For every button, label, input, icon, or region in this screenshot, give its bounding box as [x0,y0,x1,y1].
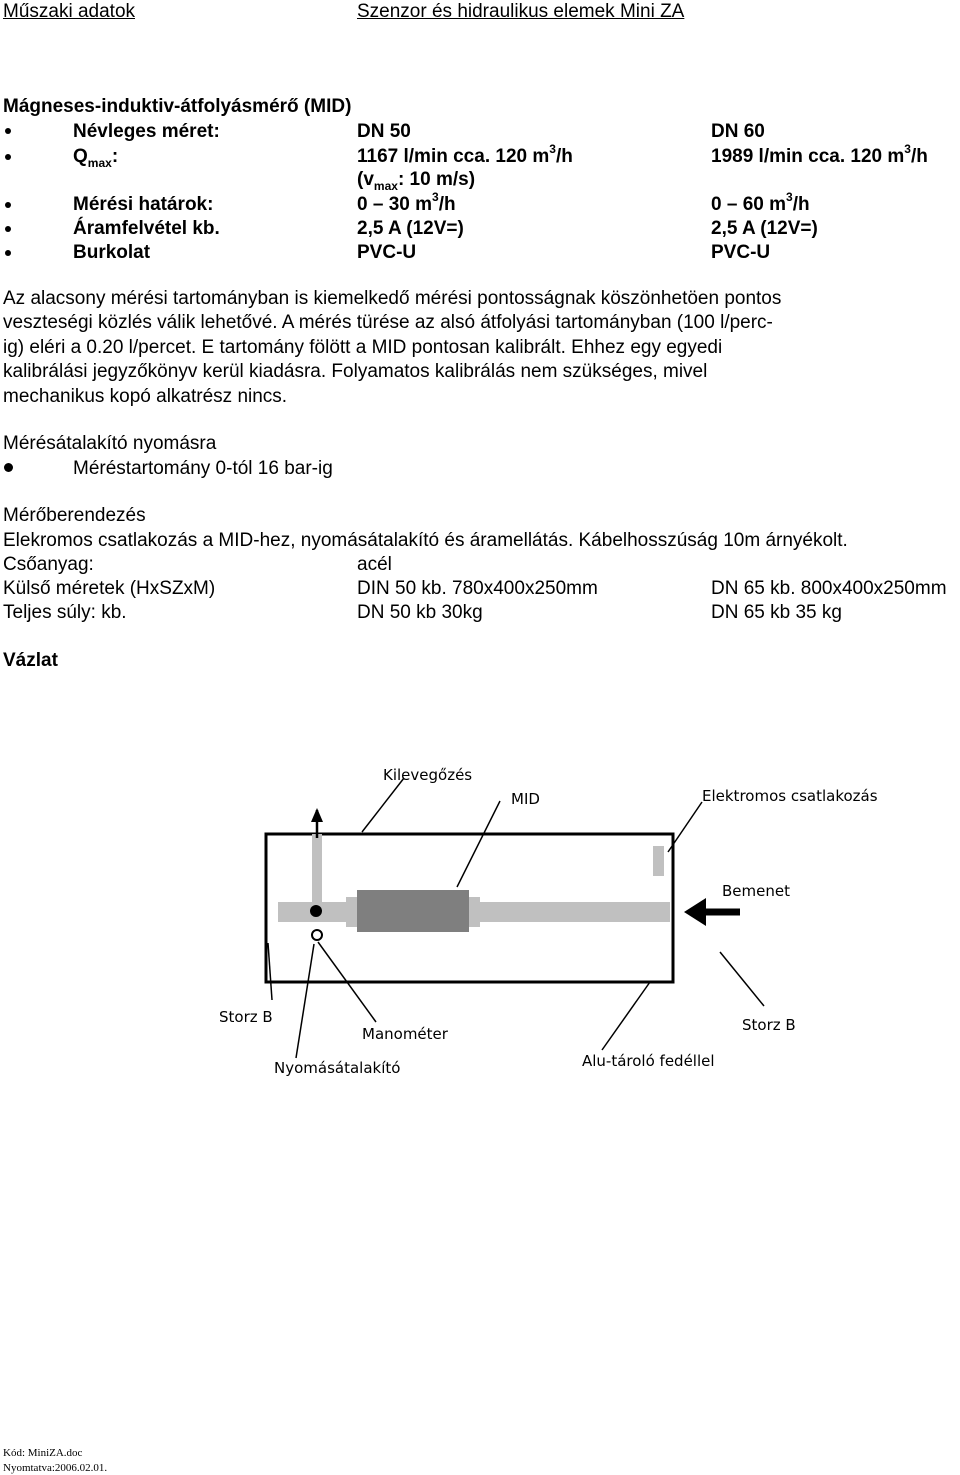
label-nyomasatalakito: Nyomásátalakító [274,1059,401,1077]
dimensions-label: Külső méretek (HxSZxM) [3,578,216,599]
nominal-size-label: Névleges méret: [73,121,220,142]
weight-dn65: DN 65 kb 35 kg [711,602,842,623]
range-label: Mérési határok: [73,194,214,215]
mid-section-title: Mágneses-induktiv-átfolyásmérő (MID) [3,96,352,117]
flange-right [469,897,480,927]
range-dn60-unit: /h [792,194,810,215]
label-bemenet: Bemenet [722,882,790,900]
range-dn50-text: 0 – 30 m [357,194,432,215]
label-manometer: Manométer [362,1025,448,1043]
mid-description: Az alacsony mérési tartományban is kiemelkedő mérési pontosságnak köszönhetöen pontos veszteségi közlés válik lehetővé. A mérés türése az alsó átfolyási tartományban (100 l/perc-ig) eléri a 0.20 l/percet. E tartomány fölött a MID pontosan kalibrált. Ehhez egy egyedi kalibrálási jegyzőkönyv kerül kiadásra. Folyamatos kalibrálás nem szükséges, mivel mechanikus kopó alkatrész nincs. [3,288,782,407]
range-dn50-sup: 3 [432,190,439,204]
vent-pipe [312,834,322,904]
weight-dn50: DN 50 kb 30kg [357,602,483,623]
qmax-dn50-text: 1167 l/min cca. 120 m [357,146,550,167]
header-right-title: Szenzor és hidraulikus elemek Mini ZA [357,1,685,22]
weight-label: Teljes súly: kb. [3,602,127,623]
housing-label: Burkolat [73,242,151,263]
pressure-transducer-dot [310,905,322,917]
range-dn60-text: 0 – 60 m [711,194,786,215]
footer-code: Kód: MiniZA.doc [3,1447,83,1459]
manometer-dot [312,930,322,940]
label-kilevegozes: Kilevegőzés [383,766,473,784]
label-storz-right: Storz B [742,1016,796,1034]
range-dn50-unit: /h [438,194,456,215]
vmax-pre: (v [357,169,374,190]
label-mid: MID [511,790,540,808]
device-section-title: Mérőberendezés [3,505,146,526]
header-left-title: Műszaki adatok [3,1,136,22]
nominal-size-dn60: DN 60 [711,121,765,142]
device-connection-line: Elekromos csatlakozás a MID-hez, nyomásátalakító és áramellátás. Kábelhosszúság 10m árnyékolt. [3,530,848,551]
qmax-label-main: Q [73,146,88,167]
qmax-dn60-unit: /h [910,146,928,167]
flange-left [346,897,357,927]
material-label: Csőanyag: [3,554,94,575]
range-dn60-sup: 3 [786,190,793,204]
housing-dn60: PVC-U [711,242,771,263]
dimensions-dn65: DN 65 kb. 800x400x250mm [711,578,947,599]
pressure-range: Méréstartomány 0-tól 16 bar-ig [73,458,333,479]
vmax-post: : 10 m/s) [397,169,476,190]
nominal-size-dn50: DN 50 [357,121,411,142]
mid-body [357,890,469,932]
qmax-dn50-sup: 3 [549,142,556,156]
qmax-label-end: : [111,146,119,167]
pressure-section-title: Mérésátalakító nyomásra [3,433,217,454]
current-dn50: 2,5 A (12V=) [357,218,464,239]
footer-printed: Nyomtatva:2006.02.01. [3,1462,108,1474]
qmax-label-sub: max [87,156,112,170]
label-storz-left: Storz B [219,1008,273,1026]
label-elektromos: Elektromos csatlakozás [702,787,878,805]
dimensions-dn50: DIN 50 kb. 780x400x250mm [357,578,598,599]
qmax-dn60-sup: 3 [904,142,911,156]
input-arrow-icon [684,898,706,926]
material-value: acél [357,554,392,575]
qmax-dn50-unit: /h [555,146,573,167]
connector-box [653,846,664,876]
current-label: Áramfelvétel kb. [73,218,220,239]
sketch-title: Vázlat [3,650,58,671]
vmax-sub: max [373,179,398,193]
label-alu: Alu-tároló fedéllel [582,1052,715,1070]
qmax-dn60-text: 1989 l/min cca. 120 m [711,146,905,167]
vent-arrow-icon [311,808,323,822]
housing-dn50: PVC-U [357,242,417,263]
current-dn60: 2,5 A (12V=) [711,218,818,239]
